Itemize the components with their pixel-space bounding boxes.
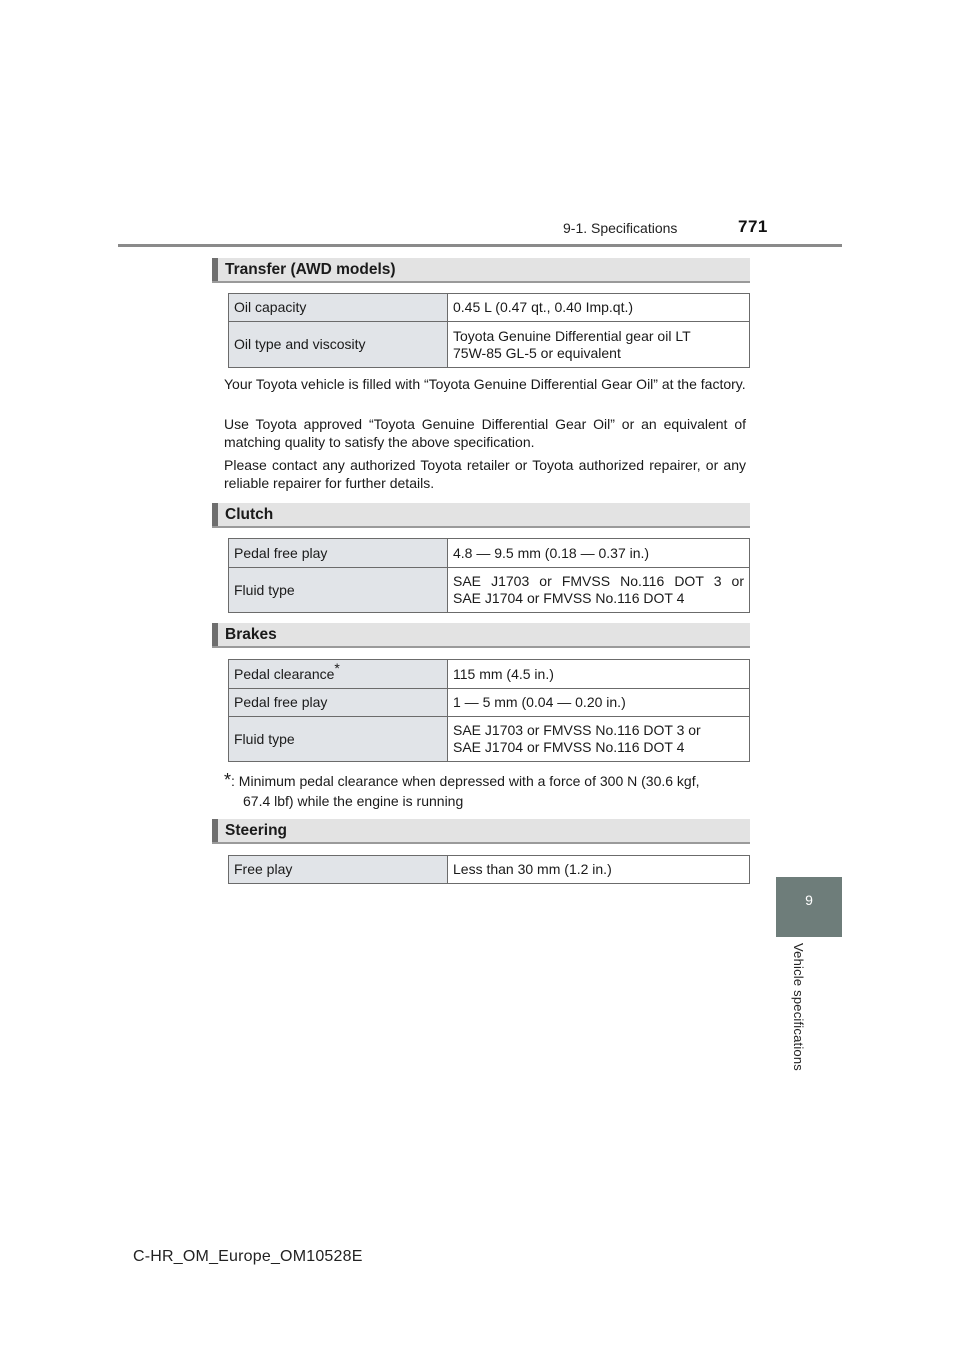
- spec-value-line: SAE J1704 or FMVSS No.116 DOT 4: [453, 739, 685, 755]
- spec-value: 4.8 — 9.5 mm (0.18 — 0.37 in.): [448, 539, 750, 568]
- table-row: [229, 539, 750, 568]
- spec-label: Fluid type: [229, 717, 448, 762]
- clutch-spec-table: [228, 538, 750, 613]
- table-row: [229, 322, 750, 368]
- table-row: [229, 689, 750, 717]
- table-row: [229, 660, 750, 689]
- spec-value: [448, 568, 750, 613]
- heading-title: Steering: [225, 822, 288, 839]
- spec-label: Pedal free play: [229, 689, 448, 717]
- footnote-text: : Minimum pedal clearance when depressed with a force of 300 N (30.6 kgf,: [231, 773, 700, 789]
- footnote: [224, 770, 754, 811]
- heading-title: Transfer (AWD models): [225, 261, 396, 278]
- spec-label: Oil capacity: [229, 294, 448, 322]
- spec-value: 0.45 L (0.47 qt., 0.40 Imp.qt.): [448, 294, 750, 322]
- spec-label-text: Pedal clearance: [234, 665, 335, 682]
- heading-title: Clutch: [225, 506, 274, 523]
- section-heading-brakes: [212, 623, 750, 648]
- spec-value-line: SAE J1703 or FMVSS No.116 DOT 3 or: [453, 573, 744, 589]
- spec-label: [229, 660, 448, 689]
- paragraph: Use Toyota approved “Toyota Genuine Differential Gear Oil” or an equivalent of matching quality to satisfy the above specification.: [224, 416, 746, 450]
- spec-value: [448, 717, 750, 762]
- paragraph: Your Toyota vehicle is filled with “Toyota Genuine Differential Gear Oil” at the factory.: [224, 376, 746, 392]
- footnote-marker: *: [224, 770, 232, 790]
- section-heading-clutch: [212, 503, 750, 528]
- chapter-number: 9: [805, 892, 813, 908]
- spec-label: Oil type and viscosity: [229, 322, 448, 368]
- spec-value-line: 75W-85 GL-5 or equivalent: [453, 344, 621, 361]
- page-number: 771: [738, 217, 768, 236]
- footnote-text: 67.4 lbf) while the engine is running: [243, 793, 464, 809]
- table-row: [229, 717, 750, 762]
- spec-value-line: SAE J1704 or FMVSS No.116 DOT 4: [453, 590, 685, 606]
- table-row: [229, 856, 750, 884]
- header-rule: [118, 244, 842, 247]
- footnote-marker: *: [334, 659, 340, 676]
- heading-bar: [212, 623, 218, 646]
- spec-label: Fluid type: [229, 568, 448, 613]
- table-row: [229, 294, 750, 322]
- document-id: C-HR_OM_Europe_OM10528E: [133, 1248, 363, 1265]
- paragraph: Please contact any authorized Toyota retailer or Toyota authorized repairer, or any reliable repairer for further details.: [224, 457, 746, 491]
- chapter-label: Vehicle specifications: [791, 943, 806, 1071]
- steering-spec-table: [228, 855, 750, 884]
- section-heading-steering: [212, 819, 750, 844]
- spec-label: Pedal free play: [229, 539, 448, 568]
- spec-value-line: SAE J1703 or FMVSS No.116 DOT 3 or: [453, 722, 701, 738]
- spec-value: 1 — 5 mm (0.04 — 0.20 in.): [448, 689, 750, 717]
- heading-bar: [212, 819, 218, 842]
- section-heading-transfer: [212, 258, 750, 283]
- table-row: [229, 568, 750, 613]
- section-title: 9-1. Specifications: [563, 220, 678, 236]
- transfer-spec-table: [228, 293, 750, 368]
- heading-bar: [212, 503, 218, 526]
- spec-value: [448, 322, 750, 368]
- brakes-spec-table: [228, 659, 750, 762]
- spec-value: 115 mm (4.5 in.): [448, 660, 750, 689]
- heading-title: Brakes: [225, 626, 277, 643]
- spec-label: Free play: [229, 856, 448, 884]
- spec-value-line: Toyota Genuine Differential gear oil LT: [453, 327, 691, 344]
- heading-bar: [212, 258, 218, 281]
- spec-value: Less than 30 mm (1.2 in.): [448, 856, 750, 884]
